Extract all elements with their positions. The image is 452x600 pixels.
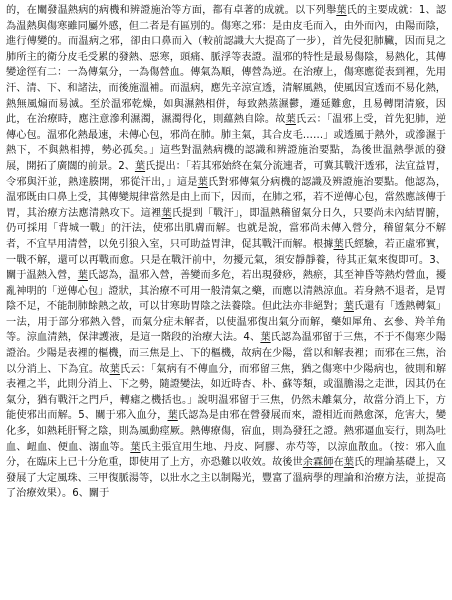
name-highlight: 余霖師: [302, 457, 334, 469]
name-highlight: 葉: [333, 238, 344, 250]
paragraph: [6, 3, 446, 502]
text-run: 氏認為是由邪在營發展而來，證相近而熱愈深，危害大，變化多，如熱耗肝腎之陰，則為風動痙厥。熱傳療傷，宿血，則為發狂之證。熱邪逼血妄行，則為吐血、衄血、便血、溺血等。: [6, 410, 447, 453]
text-run: 氏云：「氣病有不傳血分，而邪留三焦，猶之傷寒中少陽病也，彼則和解表裡之半，此則分消上、下之勢，隨證變法，如近時杏、朴、蘇等類，或溫膽湯之走泄，因其仍在氣分，猶有戰汗之門戶，轉瘧之機括也。」說明温邪留于三焦，仍然未離氣分，故當分消上下，方能使邪出而解。5、關于邪入血分，: [6, 363, 447, 422]
name-highlight: 葉: [343, 301, 354, 313]
text-run: 氏認為温邪留于三焦，不于不傷寒少陽證治。少陽是表裡的樞機，而三焦是上、下的樞機，故病在少陽，當以和解表裡；而邪在三焦，治以分消上、下為宜。故: [6, 332, 447, 375]
text-run: 氏云：「温邪上受，首先犯肺，逆傳心包。温邪化熱最速，未傳心包，邪尚在肺。肺主氣，其合皮毛……」或透風于熱外，或滲濕于熱下，不與熱相搏，勢必孤矣。」這些對温熱病機的認識和辨證施治要點，為後世温熱學派的發展，開拓了廣闊的前景。2、: [6, 114, 447, 172]
text-run: 在: [333, 457, 344, 469]
text-run: 氏的理論基礎上，又發展了大定風珠、三甲復脈湯等，以壯水之主以制陽光，豐富了溫病學的理論和治療方法，並提高了治療效果）。6、關于: [6, 457, 447, 500]
name-highlight: 葉: [285, 114, 296, 126]
name-highlight: 葉: [197, 176, 209, 188]
text-run: 氏還有「透熱轉氣」一法，用于部分邪熱入營，而氣分症未解者，以使温邪復出氣分而解，藥如犀角、玄參、羚羊角等。涼血清熱，保津護液，是這一階段的治療大法。4、: [6, 301, 447, 344]
name-highlight: 葉: [343, 457, 354, 469]
text-run: 氏提出：「若其邪始終在氣分流連者，可冀其戰汗透邪，法宜益胃，令邪與汗並，熱達腠開，邪從汗出，」這是: [6, 160, 447, 188]
text-run: 的，在闡發温熱病的病機和辨證施治等方面，都有卓著的成就。以下列舉: [6, 5, 337, 16]
name-highlight: 葉: [134, 160, 146, 172]
name-highlight: 葉: [167, 410, 178, 422]
name-highlight: 葉: [161, 207, 172, 219]
text-run: 氏提到「戰汗」，即温熱稽留氣分日久，只要尚未內結胃腑，仍可採用「背城一戰」的汗法，使邪出肌膚而解。也就是說，當邪尚未傳入營分，稽留氣分不解者，不宜早用清營，以免引狼入室，只可助益胃津，促其戰汗而解。根據: [6, 207, 446, 250]
body-text: [6, 3, 446, 502]
text-run: 氏對邪傳氣分病機的認識及辨證施治要點。他認為，温邪既由口鼻上受，其傳變規律當然是由上而下，因而，在肺之邪，若不逆傳心包，當然應該傳于胃，其治療方法應清熱攻下。這裡: [6, 176, 447, 219]
name-highlight: 葉: [260, 332, 271, 344]
text-run: 氏經驗，若正虛邪實，一戰不解，還可以再戰而愈。只是在戰汗前中，勿擾元氣，須安靜靜養，待其正氣來復即可。3、關于温熱入營，: [6, 238, 447, 282]
text-run: 氏的主要成就：1、認為温熱與傷寒雖同屬外感，但二者是有區別的。傷寒之邪：是由皮毛而入，由外而內，由陽而陰，進行傳變的。而温病之邪，卻由口鼻而入（較前認識大大提高了一步），首先侵犯肺臟，因而見之肺所主的衛分皮毛受累的發熱、惡寒，頭痛、脈浮等表證。温邪的特性是最易傷陰，易熱化，其傳變途徑有二：一為傳氣分，一為傷營血。傳氣為順，傳營為逆。在治療上，傷寒應從表到裡，先用汗、清、下、和諸法，而後施溫補。而温病，應先辛涼宣透，清解風熱，使風因宣透而不易化熱，熱無風煽而易滅。至於温邪乾燥，如與濕熱相併，每致熱蒸濕鬱，遷延難愈，且易轉閉清竅，因此，在治療時，應注意滲利濕濁，濕濁得化，則蘊熱自除。故: [6, 5, 447, 126]
text-run: 氏認為，温邪入營，善變而多危，若出現發痧，熱瘀，其至神昏等熱灼營血，擾亂神明的「逆傳心包」證狀，其治療不可用一般清氣之藥，而應以清熱涼血。若身熱不退者，是胃陰不足，不能制肺餘熱之故，可以甘寒助胃陰之法養陰。但此法亦非絕對；: [6, 270, 447, 313]
name-highlight: 葉: [130, 441, 141, 453]
name-highlight: 葉: [77, 270, 88, 282]
name-highlight: 葉: [109, 363, 120, 375]
name-highlight: 葉: [336, 5, 347, 16]
text-run: 氏主張宜用生地、丹皮、阿膠、赤芍等，以涼血散血。（按：邪入血分，在臨床上已十分危重，即使用了上方，亦恐難以收效。故後世: [6, 441, 447, 469]
